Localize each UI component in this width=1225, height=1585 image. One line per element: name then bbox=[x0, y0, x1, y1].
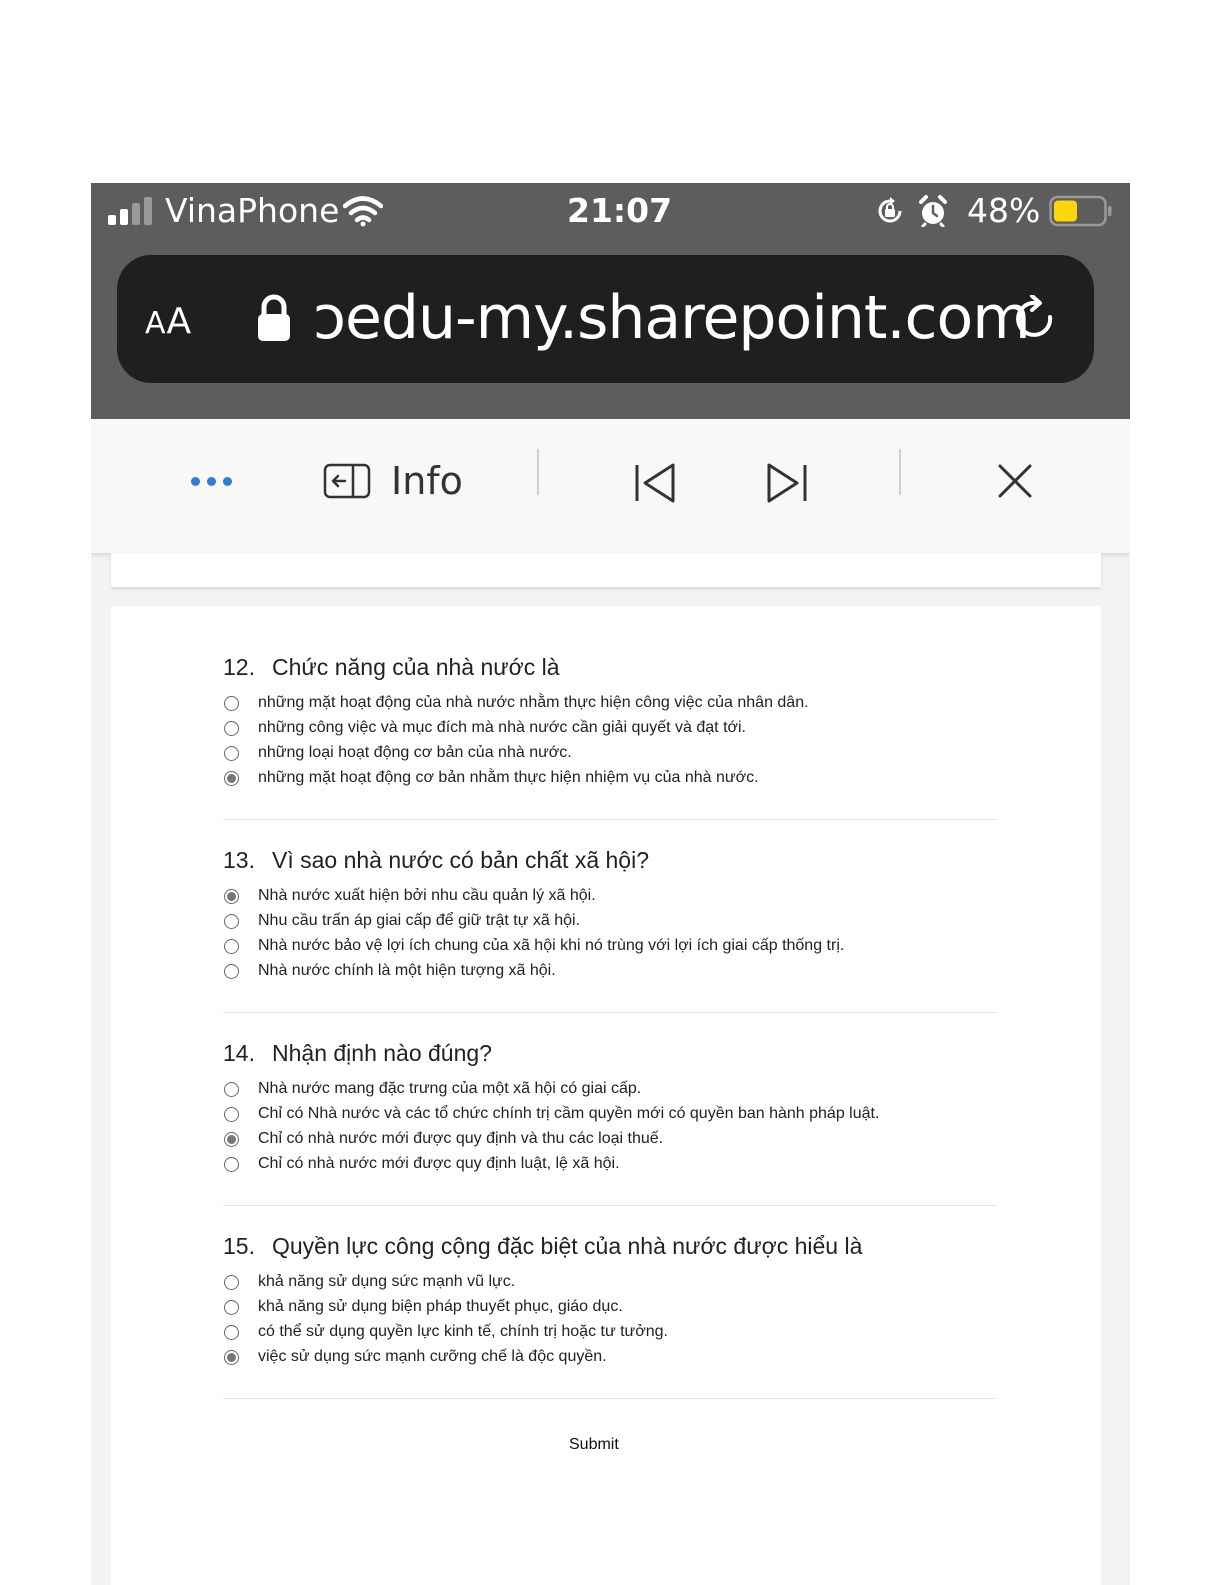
address-bar[interactable] bbox=[117, 255, 1094, 383]
radio-button[interactable] bbox=[224, 771, 239, 786]
option[interactable]: Chỉ có nhà nước mới được quy định luật, lệ xã hội. bbox=[223, 1155, 997, 1180]
option[interactable]: Nhà nước xuất hiện bởi nhu cầu quản lý xã hội. bbox=[223, 887, 997, 912]
more-options-button[interactable] bbox=[191, 473, 235, 493]
question-title: 12. Chức năng của nhà nước là bbox=[223, 654, 560, 680]
radio-button[interactable] bbox=[224, 1300, 239, 1315]
info-panel-icon bbox=[323, 463, 371, 501]
option[interactable]: có thể sử dụng quyền lực kinh tế, chính trị hoặc tư tưởng. bbox=[223, 1323, 997, 1348]
radio-button[interactable] bbox=[224, 1325, 239, 1340]
text-size-button[interactable]: AA bbox=[145, 301, 193, 342]
question-15 bbox=[223, 1233, 997, 1373]
info-label: Info bbox=[391, 459, 463, 503]
status-bar bbox=[91, 183, 1130, 241]
battery-percent: 48% bbox=[967, 191, 1041, 230]
option[interactable]: những loại hoạt động cơ bản của nhà nước. bbox=[223, 744, 997, 769]
option[interactable]: Nhà nước mang đặc trưng của một xã hội có giai cấp. bbox=[223, 1080, 997, 1105]
toolbar-divider bbox=[537, 449, 539, 495]
option[interactable]: Chỉ có nhà nước mới được quy định và thu các loại thuế. bbox=[223, 1130, 997, 1155]
carrier-name: VinaPhone bbox=[165, 191, 340, 230]
radio-button[interactable] bbox=[224, 889, 239, 904]
option[interactable]: khả năng sử dụng biện pháp thuyết phục, giáo dục. bbox=[223, 1298, 997, 1323]
radio-button[interactable] bbox=[224, 1157, 239, 1172]
toolbar-divider bbox=[899, 449, 901, 495]
radio-button[interactable] bbox=[224, 721, 239, 736]
previous-section-card bbox=[111, 553, 1101, 587]
radio-button[interactable] bbox=[224, 1082, 239, 1097]
more-icon bbox=[191, 477, 200, 486]
radio-button[interactable] bbox=[224, 964, 239, 979]
question-14 bbox=[223, 1040, 997, 1180]
radio-button[interactable] bbox=[224, 696, 239, 711]
question-divider bbox=[223, 1012, 997, 1013]
radio-button[interactable] bbox=[224, 1350, 239, 1365]
option[interactable]: những mặt hoạt động của nhà nước nhằm thực hiện công việc của nhân dân. bbox=[223, 694, 997, 719]
option[interactable]: việc sử dụng sức mạnh cưỡng chế là độc quyền. bbox=[223, 1348, 997, 1373]
option[interactable]: Nhà nước bảo vệ lợi ích chung của xã hội khi nó trùng với lợi ích giai cấp thống trị. bbox=[223, 937, 997, 962]
signal-icon bbox=[108, 197, 154, 225]
radio-button[interactable] bbox=[224, 1275, 239, 1290]
url-text: ɔedu-my.sharepoint.com bbox=[313, 283, 1030, 353]
browser-chrome bbox=[91, 241, 1130, 419]
reload-icon[interactable] bbox=[1012, 295, 1058, 343]
radio-button[interactable] bbox=[224, 1132, 239, 1147]
quiz-form bbox=[111, 606, 1101, 1585]
previous-icon[interactable] bbox=[633, 461, 677, 505]
option[interactable]: Chỉ có Nhà nước và các tổ chức chính trị cầm quyền mới có quyền ban hành pháp luật. bbox=[223, 1105, 997, 1130]
lock-icon bbox=[255, 293, 293, 343]
option[interactable]: khả năng sử dụng sức mạnh vũ lực. bbox=[223, 1273, 997, 1298]
question-divider bbox=[223, 1205, 997, 1206]
option[interactable]: những công việc và mục đích mà nhà nước cần giải quyết và đạt tới. bbox=[223, 719, 997, 744]
submit-button[interactable]: Submit bbox=[559, 1432, 629, 1458]
question-title: 15. Quyền lực công cộng đặc biệt của nhà nước được hiểu là bbox=[223, 1233, 863, 1259]
option[interactable]: Nhu cầu trấn áp giai cấp để giữ trật tự xã hội. bbox=[223, 912, 997, 937]
radio-button[interactable] bbox=[224, 746, 239, 761]
close-icon[interactable] bbox=[997, 463, 1033, 499]
question-divider bbox=[223, 1398, 997, 1399]
alarm-icon bbox=[918, 195, 948, 227]
viewer-toolbar bbox=[91, 419, 1130, 554]
question-title: 14. Nhận định nào đúng? bbox=[223, 1040, 492, 1066]
wifi-icon bbox=[343, 195, 383, 227]
option[interactable]: những mặt hoạt động cơ bản nhằm thực hiện nhiệm vụ của nhà nước. bbox=[223, 769, 997, 794]
radio-button[interactable] bbox=[224, 939, 239, 954]
radio-button[interactable] bbox=[224, 914, 239, 929]
next-icon[interactable] bbox=[765, 461, 809, 505]
rotation-lock-icon bbox=[876, 197, 904, 225]
option[interactable]: Nhà nước chính là một hiện tượng xã hội. bbox=[223, 962, 997, 987]
battery-icon bbox=[1049, 195, 1113, 227]
question-divider bbox=[223, 819, 997, 820]
question-12 bbox=[223, 654, 997, 794]
phone-screen bbox=[91, 183, 1130, 1585]
question-13 bbox=[223, 847, 997, 987]
status-time: 21:07 bbox=[567, 191, 673, 230]
question-title: 13. Vì sao nhà nước có bản chất xã hội? bbox=[223, 847, 649, 873]
radio-button[interactable] bbox=[224, 1107, 239, 1122]
